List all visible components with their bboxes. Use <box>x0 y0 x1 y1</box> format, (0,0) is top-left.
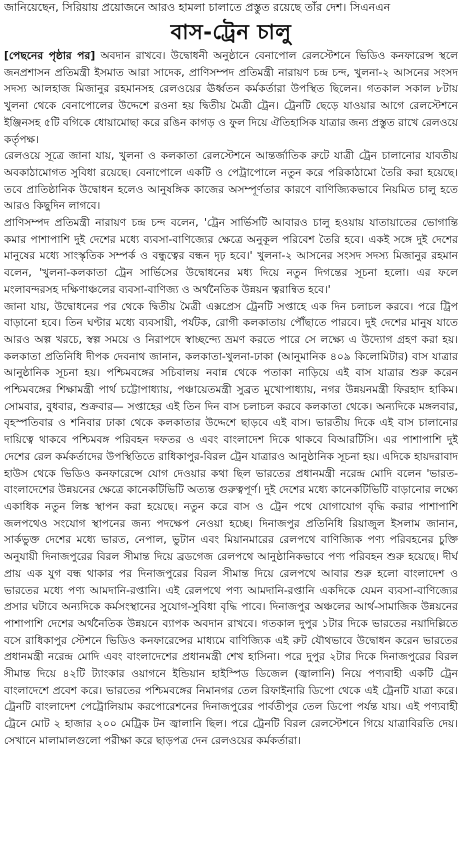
paragraph-text: অবদান রাখবে। উদ্বোধনী অনুষ্ঠানে বেনাপোল রেলস্টেশনে ভিডিও কনফারেন্স স্থলে জনপ্রশাসন প্রতিমন্ত্রী ইসমাত আরা সাদেক, প্রাণিসম্পদ প্রতিমন্ত্রী নারায়ণ চন্দ্র চন্দ, খুলনা-২ আসনের সংসদ সদস্য আলহাজ মিজানুর রহমানসহ রেলওয়ের ঊর্ধ্বতন কর্মকর্তারা উপস্থিত ছিলেন। গতকাল সকাল ৮টায় খুলনা থেকে বেনাপোলের উদ্দেশে রওনা হয় দ্বিতীয় মৈত্রী ট্রেন। ট্রেনটি ছেড়ে যাওয়ার আগে রেলস্টেশনে ইঞ্জিনসহ ৫টি বগিকে ধোয়ামোছা করে রঙিন কাগড় ও ফুল দিয়ে ঐতিহাসিক যাত্রার জন্য প্রস্তুত রাখে রেলওয়ে কর্তৃপক্ষ। <box>4 50 458 146</box>
article-paragraph-2: রেলওয়ে সূত্রে জানা যায়, খুলনা ও কলকাতা রেলস্টেশনে আন্তর্জাতিক রুটে যাত্রী ট্রেন চালানোর যাবতীয় অবকাঠামোগত সুবিধা রয়েছে। বেনাপোলে একটি ও পেট্রাপোলে নতুন করে পরিকাঠামো তৈরি করা হয়েছে। তবে প্রাতিষ্ঠানিক উদ্বোধন হলেও আনুষঙ্গিক কাজের অসম্পূর্ণতার কারণে বাণিজ্যিকভাবে নিয়মিত চালু হতে আরও কিছুদিন লাগবে। <box>4 150 458 213</box>
previous-article-fragment: জানিয়েছেন, সিরিয়ায় প্রয়োজনে আরও হামলা চালাতে প্রস্তুত রয়েছে তাঁর দেশ। সিএনএন <box>4 1 391 14</box>
continuation-marker: [পেছনের পৃষ্ঠার পর] <box>4 50 96 62</box>
article-paragraph-4: জানা যায়, উদ্বোধনের পর থেকে দ্বিতীয় মৈত্রী এক্সপ্রেস ট্রেনটি সপ্তাহে এক দিন চলাচল করবে। পরে ট্রিপ বাড়ানো হবে। তিন ঘণ্টার মধ্যে ব্যবসায়ী, পর্যটক, রোগী কলকাতায় পৌঁছাতে পারবে। দুই দেশের মানুষ যাতে আরও অল্প খরচে, স্বল্প সময়ে ও নিরাপদে স্বাচ্ছন্দ্যে ভ্রমণ করতে পারে সে লক্ষ্যে এ উদ্যোগ গ্রহণ করা হয়। কলকাতা প্রতিনিধি দীপক দেবনাথ জানান, কলকাতা-খুলনা-ঢাকা (আনুমানিক ৪০৯ কিলোমিটার) বাস যাত্রার আনুষ্ঠানিক সূচনা হয়। পশ্চিমবঙ্গের সচিবালয় নবান্ন থেকে পতাকা নাড়িয়ে এই বাস যাত্রার শুরু করেন পশ্চিমবঙ্গের শিক্ষামন্ত্রী পার্থ চট্টোপাধ্যায়, পঞ্চায়েতমন্ত্রী সুব্রত মুখোপাধ্যায়, নগর উন্নয়নমন্ত্রী ফিরহাদ হাকিম। সোমবার, বুধবার, শুক্রবার— সপ্তাহের এই তিন দিন বাস চলাচল করবে কলকাতা থেকে। অন্যদিকে মঙ্গলবার, বৃহস্পতিবার ও শনিবার ঢাকা থেকে কলকাতার উদ্দেশে ছাড়বে এই বাস। ভারতীয় দিকে এই বাস চালানোর দায়িত্বে থাকবে পশ্চিমবঙ্গ পরিবহন দফতর ও এবং বাংলাদেশ দিকে থাকবে বিআরটিসি। এর পাশাপাশি দুই দেশের রেল কর্মকর্তাদের উপস্থিতিতে রাধিকাপুর-বিরল ট্রেন যাত্রারও আনুষ্ঠানিক সূচনা হয়। এদিকে হায়দরাবাদ হাউস থেকে ভিডিও কনফারেন্সে যোগ দেওয়ার কথা ছিল ভারতের প্রধানমন্ত্রী নরেন্দ্র মোদি বলেন 'ভারত-বাংলাদেশের উন্নয়নের ক্ষেত্রে কানেকটিভিটি অত্যন্ত গুরুত্বপূর্ণ। দুই দেশের মধ্যে কানেকটিভিটি বাড়ানোর লক্ষ্যে একাধিক নতুন লিঙ্ক স্থাপন করা হয়েছে। নতুন করে বাস ও ট্রেন পথে যোগাযোগ বৃদ্ধি করার পাশাপাশি জলপথেও সংযোগ স্থাপনের জন্য পদক্ষেপ নেওয়া হচ্ছে। দিনাজপুর প্রতিনিধি রিয়াজুল ইসলাম জানান, সার্কভুক্ত দেশের মধ্যে ভারত, নেপাল, ভুটান এবং মিয়ানমারের রেলপথে বাণিজ্যিক পণ্য পরিবহনের চুক্তি অনুযায়ী দিনাজপুরের বিরল সীমান্ত দিয়ে ব্রডগেজ রেলপথে আনুষ্ঠানিকভাবে পণ্য পরিবহন শুরু হয়েছে। দীর্ঘ প্রায় এক যুগ বন্ধ থাকার পর দিনাজপুরের বিরল সীমান্ত দিয়ে রেলপথে আবার শুরু হলো বাংলাদেশ ও ভারতের মধ্যে পণ্য আমদানি-রপ্তানি। এই রেলপথে পণ্য আমদানি-রপ্তানি একদিকে যেমন ব্যবসা-বাণিজ্যের প্রসার ঘটাবে অন্যদিকে কর্মসংস্থানের সুযোগ-সুবিধা বৃদ্ধি পাবে। দিনাজপুর অঞ্চলের আর্থ-সামাজিক উন্নয়নের পাশাপাশি দেশের অর্থনৈতিক উন্নয়নে ব্যাপক অবদান রাখবে। গতকাল দুপুর ১টার দিকে ভারতের নয়াদিল্লিতে বসে রাধিকাপুর স্টেশনে ভিডিও কনফারেন্সের মাধ্যমে বাণিজ্যিক এই রুট যৌথভাবে উদ্বোধন করেন ভারতের প্রধানমন্ত্রী নরেন্দ্র মোদি এবং বাংলাদেশের প্রধানমন্ত্রী শেখ হাসিনা। পরে দুপুর ২টার দিকে দিনাজপুরের বিরল সীমান্ত দিয়ে ৪২টি ট্যাংকার ওয়াগনে ইন্ডিয়ান হাইস্পিড ডিজেল (জ্বালানি) নিয়ে পণ্যবাহী একটি ট্রেন বাংলাদেশে প্রবেশ করে। ভারতের পশ্চিমবঙ্গের নিমানগর তেল রিফাইনারি ডিপো থেকে এই ট্রেনটি যাত্রা করে। ট্রেনটি বাংলাদেশ পেট্রোলিয়াম করপোরেশনের দিনাজপুরের পার্বতীপুর তেল ডিপো পর্যন্ত যায়। এই পণ্যবাহী ট্রেনে মোট ২ হাজার ২০০ মেট্রিক টন জ্বালানি ছিল। পরে ট্রেনটি বিরল রেলস্টেশনে গিয়ে যাত্রাবিরতি দেয়। সেখানে মালামালগুলো পরীক্ষা করে ছাড়পত্র দেন রেলওয়ের কর্মকর্তারা। <box>4 300 458 747</box>
article-paragraph-3: প্রাণিসম্পদ প্রতিমন্ত্রী নারায়ণ চন্দ্র চন্দ বলেন, 'ট্রেন সার্ভিসটি আবারও চালু হওয়ায় যাতায়াতের ভোগান্তি কমার পাশাপাশি দুই দেশের মধ্যে ব্যবসা-বাণিজ্যের ক্ষেত্রে অনুকূল পরিবেশ তৈরি হবে। একই সঙ্গে দুই দেশের মানুষের মধ্যে সাংস্কৃতিক সম্পর্ক ও বন্ধুত্বের বন্ধন দৃঢ় হবে।' খুলনা-২ আসনের সংসদ সদস্য মিজানুর রহমান বলেন, 'খুলনা-কলকাতা ট্রেন সার্ভিসের উদ্বোধনের মধ্য দিয়ে নতুন দিগন্তের সূচনা হলো। এর ফলে মংলাবন্দরসহ দক্ষিণাঞ্চলের ব্যবসা-বাণিজ্য ও অর্থনৈতিক উন্নয়ন ত্বরান্বিত হবে।' <box>4 217 458 296</box>
article-paragraph-1 <box>4 48 458 148</box>
article-body <box>4 48 458 856</box>
article-headline: বাস-ট্রেন চালু <box>170 20 292 44</box>
newspaper-clipping <box>0 1 462 862</box>
